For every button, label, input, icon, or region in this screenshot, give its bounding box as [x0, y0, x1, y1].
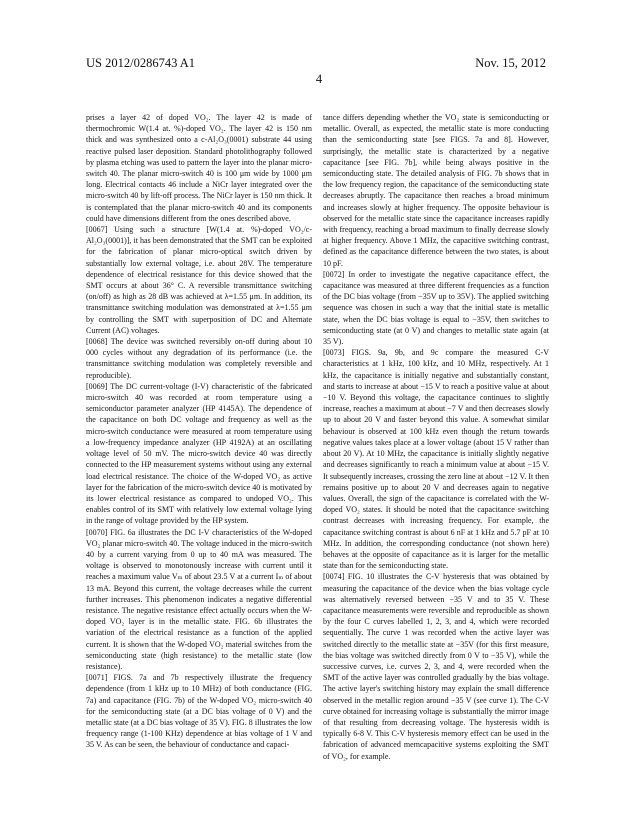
patent-number: US 2012/0286743 A1 [86, 56, 196, 70]
paragraph: [0073] FIGS. 9a, 9b, and 9c compare the measured C-V characteristics at 1 kHz, 100 kHz, and 10 MHz, respectively. At 1 kHz, the capacitance is initially negative and substantially constant, and starts to increase at about −15 V to reach a positive value at about −10 V. Beyond this voltage, the capacitance continues to slightly increase, reaches a maximum at about −7 V and then decreases slowly up to about 20 V and faster beyond this value. A somewhat similar behaviour is observed at 100 kHz even though the return towards negative values takes place at a lower voltage (about 15 V rather than about 20 V). At 10 MHz, the capacitance is initially slightly negative and decreases significantly to reach a minimum value at about −15 V. It subsequently increases, crossing the zero line at about −12 V. It then remains positive up to about 20 V and decreases again to negative values. Overall, the sign of the capacitance is correlated with the W-doped VO₂ states. It should be noted that the capacitance switching contrast decreases with increasing frequency. For example, the capacitance switching contrast is about 6 nF at 1 kHz and 5.7 pF at 10 MHz. In addition, the corresponding conductance (not shown here) behaves at the opposite of capacitance as it is larger for the metallic state than for the semiconducting state. [323, 348, 549, 571]
paragraph: [0074] FIG. 10 illustrates the C-V hysteresis that was obtained by measuring the capacitance of the device when the bias voltage cycle was alternatively reversed between −35 V and to 35 V. These capacitance measurements were reversible and reproducible as shown by the four C curves labelled 1, 2, 3, and 4, which were recorded sequentially. The curve 1 was recorded when the active layer was switched directly to the metallic state at −35V (for this first measure, the bias voltage was switched directly from 0 V to −35 V), while the successive curves, i.e. curves 2, 3, and 4, were recorded when the SMT of the active layer was controlled gradually by the bias voltage. The active layer's switching history may explain the small difference observed in the metallic region around −35 V (see curve 1). The C-V curve obtained for increasing voltage is substantially the mirror image of that resulting from decreasing voltage. The hysteresis width is typically 6-8 V. This C-V hysteresis memory effect can be used in the fabrication of advanced memcapacitive systems exploiting the SMT of VO₂, for example. [323, 572, 549, 761]
paragraph: prises a layer 42 of doped VO₂. The layer 42 is made of thermochromic W(1.4 at. %)-doped VO₂. The layer 42 is 150 nm thick and was synthesized onto a c-Al₂O₃(0001) substrate 44 using reactive pulsed laser deposition. Standard photolithography followed by plasma etching was used to pattern the layer into the planar micro-switch 40. The planar micro-switch 40 is 100 μm wide by 1000 μm long. Electrical contacts 46 include a NiCr layer integrated over the micro-switch 40 by lift-off process. The NiCr layer is 150 nm thick. It is contemplated that the planar micro-switch 40 and its components could have dimensions different from the ones described above. [86, 113, 312, 223]
paragraph: [0071] FIGS. 7a and 7b respectively illustrate the frequency dependence (from 1 kHz up to 10 MHz) of both conductance (FIG. 7a) and capacitance (FIG. 7b) of the W-doped VO₂ micro-switch 40 for the semiconducting state (at a DC bias voltage of 0 V) and the metallic state (at a DC bias voltage of 35 V). FIG. 8 illustrates the low frequency range (1-100 KHz) dependence at bias voltage of 1 V and 35 V. As can be seen, the behaviour of conductance and capaci- [86, 673, 312, 750]
paragraph: [0070] FIG. 6a illustrates the DC I-V characteristics of the W-doped VO₂ planar micro-switch 40. The voltage induced in the micro-switch 40 by a current varying from 0 up to 40 mA was measured. The voltage is observed to monotonously increase with current until it reaches a maximum value Vₘ of about 23.5 V at a current Iₘ of about 13 mA. Beyond this current, the voltage decreases while the current further increases. This phenomenon indicates a negative differential resistance. The negative resistance effect actually occurs when the W-doped VO₂ layer is in the metallic state. FIG. 6b illustrates the variation of the electrical resistance as a function of the applied current. It is shown that the W-doped VO₂ material switches from the semiconducting state (high resistance) to the metallic state (low resistance). [86, 527, 312, 671]
paragraph: [0067] Using such a structure [W(1.4 at. %)-doped VO₂/c-Al₂O₃(0001)], it has been demonstrated that the SMT can be exploited for the fabrication of planar micro-optical switch driven by substantially low external voltage, i.e. about 28V. The temperature dependence of electrical resistance for this device showed that the SMT occurs at about 36° C. A reversible transmittance switching (on/off) as high as 28 dB was achieved at λ=1.55 μm. In addition, its transmittance switching modulation was demonstrated at λ=1.55 μm by controlling the SMT with superposition of DC and Alternate Current (AC) voltages. [86, 225, 312, 335]
left-column [86, 112, 312, 751]
paragraph: [0072] In order to investigate the negative capacitance effect, the capacitance was measured at three different frequencies as a function of the DC bias voltage (from −35V up to 35V). The applied switching sequence was chosen in such a way that the initial state is metallic state, when the DC bias voltage is equal to −35V, then switches to semiconducting state (at 0 V) and changes to metallic state again (at 35 V). [323, 269, 549, 347]
paragraph: [0068] The device was switched reversibly on-off during about 10 000 cycles without any degradation of its performance (i.e. the transmittance switching modulation was completely reversible and reproducible). [86, 337, 312, 380]
right-column [323, 112, 549, 762]
paragraph: [0069] The DC current-voltage (I-V) characteristic of the fabricated micro-switch 40 was recorded at room temperature using a semiconductor parameter analyzer (HP 4145A). The dependence of the capacitance on both DC voltage and frequency as well as the micro-switch conductance were measured at room temperature using a low-frequency impedance analyzer (HP 4192A) at an oscillating voltage level of 50 mV. The micro-switch device 40 was directly connected to the HP measurement systems without using any external load electrical resistance. The choice of the W-doped VO₂ as active layer for the fabrication of the micro-switch device 40 is motivated by its lower electrical resistance as compared to undoped VO₂. This enables control of its SMT with relatively low external voltage lying in the range of voltage provided by the HP system. [86, 381, 312, 526]
publication-date: Nov. 15, 2012 [475, 56, 546, 70]
page-number: 4 [315, 72, 323, 86]
paragraph: tance differs depending whether the VO₂ state is semiconducting or metallic. Overall, as expected, the metallic state is more conducting than the semiconducting state [see FIGS. 7a and 8]. However, surprisingly, the metallic state is characterized by a negative capacitance [see FIG. 7b], while being always positive in the semiconducting state. The detailed analysis of FIG. 7b shows that in the low frequency region, the capacitance of the semiconducting state decreases abruptly. The capacitance then reaches a broad minimum and increases slowly at higher frequency. The opposite behaviour is observed for the metallic state since the capacitance increases rapidly with frequency, reaching a broad maximum to finally decrease slowly at higher frequency. Above 1 MHz, the capacitive switching contrast, defined as the capacitance difference between the two states, is about 10 pF. [323, 113, 549, 268]
